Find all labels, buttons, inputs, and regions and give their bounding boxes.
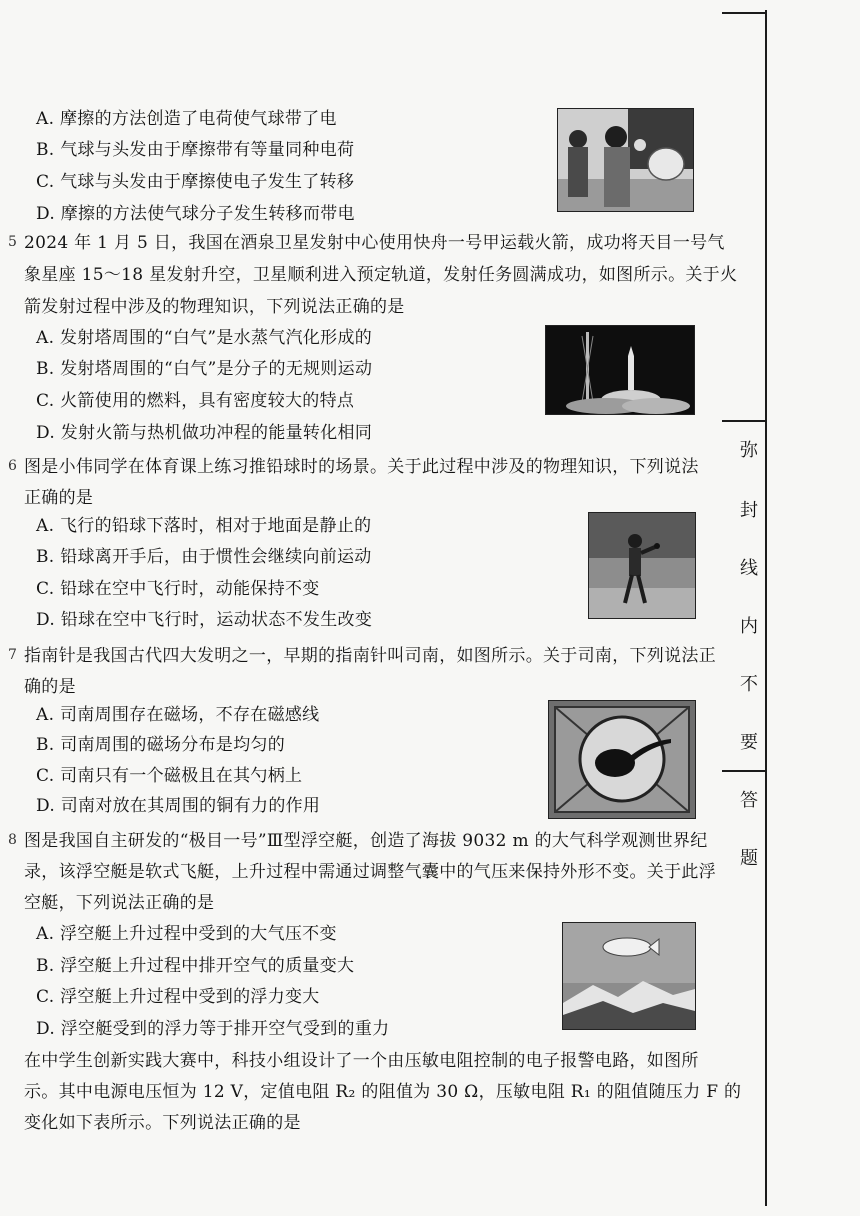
option-c: C. 铅球在空中飞行时，动能保持不变 [36,579,320,599]
option-a: A. 摩擦的方法创造了电荷使气球带了电 [36,109,337,129]
question-stem-line: 正确的是 [24,488,94,508]
question-number: 7 [8,647,17,663]
option-a: A. 发射塔周围的“白气”是水蒸气汽化形成的 [36,328,373,348]
question-stem-line: 变化如下表所示。下列说法正确的是 [24,1113,301,1133]
question-number: 6 [8,458,17,474]
rocket-launch-photo [545,325,695,415]
binding-char: 题 [740,848,758,869]
question-number: 5 [8,234,17,250]
question-stem-line: 在中学生创新实践大赛中，科技小组设计了一个由压敏电阻控制的电子报警电路，如图所 [24,1051,699,1071]
option-c: C. 火箭使用的燃料，具有密度较大的特点 [36,391,355,411]
option-a: A. 司南周围存在磁场，不存在磁感线 [36,705,320,725]
balloon-photo [557,108,694,212]
question-stem-line: 2024 年 1 月 5 日，我国在酒泉卫星发射中心使用快舟一号甲运载火箭，成功将天目一号气 [24,233,725,253]
question-stem-line: 空艇，下列说法正确的是 [24,893,215,913]
binding-divider [722,420,766,422]
airship-photo [562,922,696,1030]
binding-divider [722,770,766,772]
sinan-compass-photo [548,700,696,819]
option-d: D. 发射火箭与热机做功冲程的能量转化相同 [36,423,373,443]
option-a: A. 浮空艇上升过程中受到的大气压不变 [36,924,337,944]
question-stem-line: 确的是 [24,677,76,697]
option-c: C. 司南只有一个磁极且在其勺柄上 [36,766,303,786]
question-stem-line: 象星座 15～18 星发射升空，卫星顺利进入预定轨道，发射任务圆满成功，如图所示。关于火 [24,265,738,285]
binding-char: 线 [740,558,758,579]
option-c: C. 浮空艇上升过程中受到的浮力变大 [36,987,320,1007]
binding-char: 要 [740,732,758,753]
binding-divider [722,12,766,14]
option-d: D. 铅球在空中飞行时，运动状态不发生改变 [36,610,373,630]
shot-put-photo [588,512,696,619]
binding-char: 不 [740,674,758,695]
option-d: D. 摩擦的方法使气球分子发生转移而带电 [36,204,355,224]
binding-char: 弥 [740,440,758,461]
question-stem-line: 示。其中电源电压恒为 12 V，定值电阻 R₂ 的阻值为 30 Ω，压敏电阻 R₁ 的阻值随压力 F 的 [24,1082,742,1102]
option-d: D. 司南对放在其周围的铜有力的作用 [36,796,321,816]
option-a: A. 飞行的铅球下落时，相对于地面是静止的 [36,516,372,536]
option-b: B. 司南周围的磁场分布是均匀的 [36,735,286,755]
binding-char: 封 [740,500,758,521]
question-stem-line: 箭发射过程中涉及的物理知识，下列说法正确的是 [24,297,405,317]
question-stem-line: 录，该浮空艇是软式飞艇，上升过程中需通过调整气囊中的气压来保持外形不变。关于此浮 [24,862,716,882]
option-b: B. 发射塔周围的“白气”是分子的无规则运动 [36,359,373,379]
question-stem-line: 图是小伟同学在体育课上练习推铅球时的场景。关于此过程中涉及的物理知识，下列说法 [24,457,699,477]
option-d: D. 浮空艇受到的浮力等于排开空气受到的重力 [36,1019,390,1039]
option-b: B. 气球与头发由于摩擦带有等量同种电荷 [36,140,355,160]
option-b: B. 浮空艇上升过程中排开空气的质量变大 [36,956,355,976]
binding-line [765,10,767,1206]
binding-char: 内 [740,616,758,637]
question-stem-line: 图是我国自主研发的“极目一号”Ⅲ型浮空艇，创造了海拔 9032 m 的大气科学观测世界纪 [24,831,708,851]
question-number: 8 [8,832,17,848]
option-b: B. 铅球离开手后，由于惯性会继续向前运动 [36,547,372,567]
option-c: C. 气球与头发由于摩擦使电子发生了转移 [36,172,355,192]
question-stem-line: 指南针是我国古代四大发明之一，早期的指南针叫司南，如图所示。关于司南，下列说法正 [24,646,716,666]
binding-char: 答 [740,790,758,811]
